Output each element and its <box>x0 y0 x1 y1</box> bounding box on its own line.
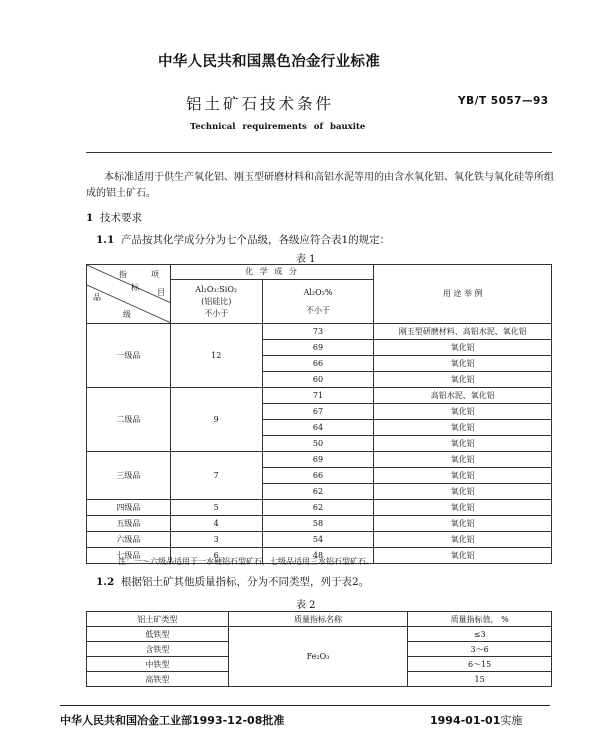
al2o3-cell: 50 <box>262 436 374 452</box>
use-cell: 氧化铝 <box>374 436 552 452</box>
al2o3-header <box>262 280 374 324</box>
table-header-row <box>87 612 552 627</box>
table-row <box>87 516 552 532</box>
ratio-cell: 4 <box>170 516 262 532</box>
col-header: 质量指标名称 <box>228 612 408 627</box>
ratio-cell: 12 <box>170 324 262 388</box>
table-row <box>87 627 552 642</box>
grade-name-cell: 四级品 <box>87 500 171 516</box>
value-cell: ≤3 <box>408 627 552 642</box>
table1-note: 注：一～六级品适用于一水硬铝石型矿石，七级品适用三水铝石型矿石。 <box>118 557 374 566</box>
al2o3-cell: 60 <box>262 372 374 388</box>
use-cell: 氧化铝 <box>374 356 552 372</box>
value-cell: 3～6 <box>408 642 552 657</box>
use-cell: 氧化铝 <box>374 468 552 484</box>
ratio-header <box>170 280 262 324</box>
diag-label: 级 <box>123 310 131 319</box>
grade-name-cell: 三级品 <box>87 452 171 500</box>
grade-name-cell: 六级品 <box>87 532 171 548</box>
english-subtitle: Technical requirements of bauxite <box>190 122 366 132</box>
value-cell: 6～15 <box>408 657 552 672</box>
ratio-cell: 6 <box>170 548 262 564</box>
diag-label: 标 <box>131 283 139 292</box>
table1-caption: 表 1 <box>296 254 316 265</box>
table-header-row <box>87 265 552 280</box>
col-header: 质量指标值， % <box>408 612 552 627</box>
grade-name-cell: 一级品 <box>87 324 171 388</box>
diag-label: 项 <box>151 270 159 279</box>
diag-label: 指 <box>119 270 127 279</box>
table-row <box>87 324 552 340</box>
use-cell: 氧化铝 <box>374 500 552 516</box>
ratio-cell: 5 <box>170 500 262 516</box>
diag-label: 目 <box>157 288 165 297</box>
ratio-header-line: (铝硅比) <box>201 296 232 306</box>
ratio-cell: 9 <box>170 388 262 452</box>
grade-name-cell: 五级品 <box>87 516 171 532</box>
al2o3-cell: 58 <box>262 516 374 532</box>
ratio-header-line: 不小于 <box>204 308 229 318</box>
indicator-cell: Fe₂O₃ <box>228 627 408 687</box>
grade-table <box>86 264 552 564</box>
table-row <box>87 500 552 516</box>
standard-code: YB/T 5057—93 <box>458 95 549 107</box>
diagonal-header-cell <box>87 265 171 324</box>
al2o3-cell: 66 <box>262 468 374 484</box>
intro-paragraph: 本标准适用于供生产氧化铝、刚玉型研磨材料和高铝水泥等用的由含水氧化铝、氧化铁与氧化硅等所组成的铝土矿石。 <box>86 172 554 199</box>
table-row <box>87 388 552 404</box>
header-divider <box>86 152 552 153</box>
grade-name-cell: 二级品 <box>87 388 171 452</box>
use-header: 用 途 举 例 <box>374 265 552 324</box>
al2o3-cell: 48 <box>262 548 374 564</box>
ratio-cell: 7 <box>170 452 262 500</box>
al2o3-cell: 64 <box>262 420 374 436</box>
type-cell: 中铁型 <box>87 657 229 672</box>
al2o3-cell: 54 <box>262 532 374 548</box>
type-cell: 高铁型 <box>87 672 229 687</box>
al-header-line: Al₂O₃% <box>303 287 333 297</box>
use-cell: 氧化铝 <box>374 548 552 564</box>
grade-name-cell: 七级品 <box>87 548 171 564</box>
page-title: 铝土矿石技术条件 <box>186 95 335 113</box>
use-cell: 刚玉型研磨材料、高铝水泥、氧化铝 <box>374 324 552 340</box>
al-header-line: 不小于 <box>306 305 331 315</box>
al2o3-cell: 62 <box>262 500 374 516</box>
diag-label: 品 <box>93 293 101 302</box>
table-row <box>87 452 552 468</box>
ratio-header-line: Al₂O₃:SiO₂ <box>195 284 238 294</box>
type-table <box>86 611 552 687</box>
al2o3-cell: 62 <box>262 484 374 500</box>
al2o3-cell: 69 <box>262 340 374 356</box>
ratio-cell: 3 <box>170 532 262 548</box>
use-cell: 氧化铝 <box>374 340 552 356</box>
footer-divider <box>60 705 550 706</box>
section-heading-1: 1 技术要求 <box>86 212 142 224</box>
al2o3-cell: 71 <box>262 388 374 404</box>
clause-1-1: 1.1 产品按其化学成分分为七个品级，各级应符合表1的规定： <box>96 234 391 246</box>
use-cell: 氧化铝 <box>374 420 552 436</box>
use-cell: 氧化铝 <box>374 516 552 532</box>
type-cell: 含铁型 <box>87 642 229 657</box>
al2o3-cell: 66 <box>262 356 374 372</box>
value-cell: 15 <box>408 672 552 687</box>
clause-1-2: 1.2 根据铝土矿其他质量指标，分为不同类型，列于表2。 <box>96 576 370 588</box>
use-cell: 氧化铝 <box>374 404 552 420</box>
al2o3-cell: 73 <box>262 324 374 340</box>
col-header: 铝土矿类型 <box>87 612 229 627</box>
use-cell: 氧化铝 <box>374 484 552 500</box>
al2o3-cell: 69 <box>262 452 374 468</box>
table-row <box>87 532 552 548</box>
use-cell: 氧化铝 <box>374 452 552 468</box>
use-cell: 氧化铝 <box>374 372 552 388</box>
al2o3-cell: 67 <box>262 404 374 420</box>
use-cell: 高铝水泥、氧化铝 <box>374 388 552 404</box>
standard-org-header: 中华人民共和国黑色冶金行业标准 <box>158 54 380 70</box>
chem-header: 化 学 成 分 <box>170 265 374 280</box>
effective-line: 1994-01-01实施 <box>430 714 523 727</box>
table2-caption: 表 2 <box>296 600 316 611</box>
type-cell: 低铁型 <box>87 627 229 642</box>
use-cell: 氧化铝 <box>374 532 552 548</box>
approval-line: 中华人民共和国冶金工业部1993-12-08批准 <box>60 714 285 727</box>
